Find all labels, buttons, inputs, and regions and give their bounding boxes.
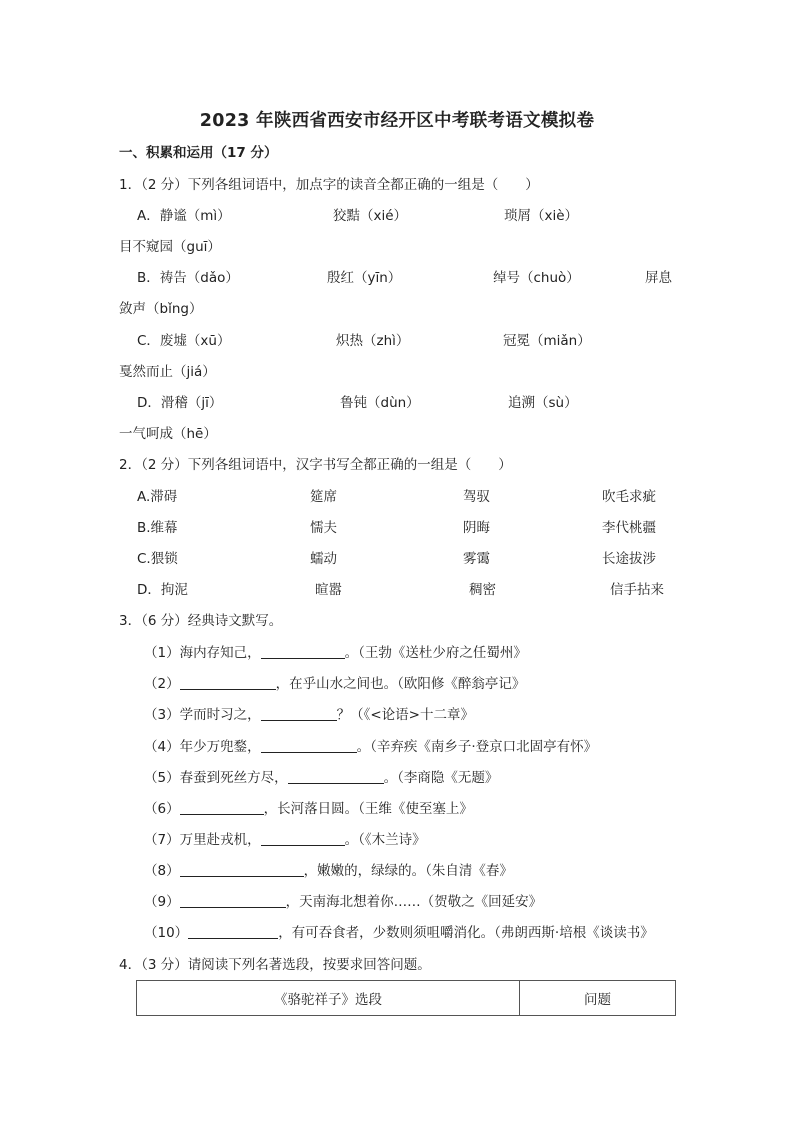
q1-option-d-1: D．滑稽（jī）	[137, 395, 223, 411]
q4-stem: 4．（3 分）请阅读下列名著选段，按要求回答问题。	[119, 957, 431, 973]
reading-table	[136, 980, 676, 1016]
q3-stem: 3．（6 分）经典诗文默写。	[119, 613, 283, 629]
q2-option-d-1: D．拘泥	[137, 582, 188, 598]
poem-line	[144, 830, 426, 850]
answer-blank[interactable]	[288, 769, 384, 784]
q2-option-a-2: 筵席	[310, 489, 337, 505]
poem-suffix: ，天南海北想着你……（贺敬之《回延安》	[285, 894, 543, 910]
poem-line	[144, 674, 525, 694]
q1-stem: 1．（2 分）下列各组词语中，加点字的读音全都正确的一组是（ ）	[119, 177, 539, 193]
answer-blank[interactable]	[180, 800, 264, 815]
q2-option-b-3: 阴晦	[463, 520, 490, 536]
q1-option-d-4: 一气呵成（hē）	[119, 426, 217, 442]
poem-suffix: ，在乎山水之间也。（欧阳修《醉翁亭记》	[275, 676, 526, 692]
q1-option-c-2: 炽热（zhì）	[336, 333, 410, 349]
poem-line	[144, 705, 474, 725]
q1-option-b-4: 屏息	[645, 270, 672, 286]
q1-option-b-1: B．祷告（dǎo）	[137, 270, 239, 286]
poem-line	[144, 923, 654, 943]
poem-prefix: （1）海内存知己，	[144, 645, 261, 661]
table-header-question: 问题	[520, 981, 676, 1016]
poem-prefix: （10）	[144, 925, 189, 941]
poem-suffix: ，嫩嫩的，绿绿的。（朱自清《春》	[303, 863, 513, 879]
poem-prefix: （7）万里赴戎机，	[144, 832, 261, 848]
answer-blank[interactable]	[188, 924, 278, 939]
poem-prefix: （6）	[144, 801, 180, 817]
q1-option-c-3: 冠冕（miǎn）	[503, 333, 591, 349]
q2-option-c-4: 长途拔涉	[602, 551, 656, 567]
poem-prefix: （5）春蚕到死丝方尽，	[144, 770, 288, 786]
q1-option-c-4: 戛然而止（jiá）	[119, 364, 216, 380]
poem-suffix: ，有可吞食者，少数则须咀嚼消化。（弗朗西斯·培根《谈读书》	[278, 925, 654, 941]
poem-suffix: 。（王勃《送杜少府之任蜀州》	[344, 645, 527, 661]
q1-option-c-1: C．废墟（xū）	[137, 333, 231, 349]
poem-suffix: 。（《木兰诗》	[344, 832, 426, 848]
poem-line	[144, 892, 542, 912]
poem-line	[144, 799, 473, 819]
table-header-row	[137, 981, 676, 1016]
q1-option-b-5: 敛声（bǐng）	[119, 301, 203, 317]
q2-option-c-3: 雾霭	[463, 551, 490, 567]
poem-prefix: （3）学而时习之，	[144, 707, 261, 723]
q2-stem: 2．（2 分）下列各组词语中，汉字书写全都正确的一组是（ ）	[119, 457, 512, 473]
answer-blank[interactable]	[261, 706, 337, 721]
q1-option-d-2: 鲁钝（dùn）	[340, 395, 420, 411]
answer-blank[interactable]	[180, 862, 304, 877]
poem-prefix: （2）	[144, 676, 180, 692]
q1-option-d-3: 追溯（sù）	[508, 395, 578, 411]
poem-suffix: 。（辛弃疾《南乡子·登京口北固亭有怀》	[356, 739, 598, 755]
q1-option-a-3: 琐屑（xiè）	[504, 208, 579, 224]
poem-suffix: 。（李商隐《无题》	[383, 770, 499, 786]
q1-option-b-3: 绰号（chuò）	[493, 270, 580, 286]
q2-option-c-1: C.猥锁	[137, 551, 178, 567]
answer-blank[interactable]	[261, 831, 345, 846]
q2-option-d-2: 暄嚣	[315, 582, 342, 598]
poem-line	[144, 768, 498, 788]
poem-prefix: （8）	[144, 863, 180, 879]
poem-suffix: ？（《<论语>十二章》	[336, 707, 474, 723]
q2-option-a-1: A.滞碍	[137, 489, 178, 505]
q2-option-b-1: B.维幕	[137, 520, 178, 536]
document-title: 2023 年陕西省西安市经开区中考联考语文模拟卷	[199, 111, 595, 131]
poem-line	[144, 737, 597, 757]
answer-blank[interactable]	[180, 675, 276, 690]
q1-option-a-2: 狡黠（xié）	[333, 208, 408, 224]
poem-prefix: （4）年少万兜鍪，	[144, 739, 261, 755]
poem-prefix: （9）	[144, 894, 180, 910]
answer-blank[interactable]	[180, 893, 286, 908]
q2-option-b-2: 懦夫	[310, 520, 337, 536]
answer-blank[interactable]	[261, 644, 345, 659]
answer-blank[interactable]	[261, 738, 357, 753]
q2-option-b-4: 李代桃疆	[602, 520, 656, 536]
q2-option-d-4: 信手拈来	[610, 582, 664, 598]
q1-option-b-2: 殷红（yīn）	[327, 270, 402, 286]
q2-option-c-2: 蠕动	[310, 551, 337, 567]
poem-line	[144, 861, 513, 881]
table-header-excerpt: 《骆驼祥子》选段	[137, 981, 520, 1016]
q2-option-a-4: 吹毛求疵	[602, 489, 656, 505]
q1-option-a-1: A．静谧（mì）	[137, 208, 231, 224]
poem-line	[144, 643, 527, 663]
q2-option-a-3: 驾驭	[463, 489, 490, 505]
q2-option-d-3: 稠密	[469, 582, 496, 598]
section-heading: 一、积累和运用（17 分）	[119, 145, 278, 161]
q1-option-a-4: 目不窥园（guī）	[119, 239, 221, 255]
poem-suffix: ，长河落日圆。（王维《使至塞上》	[263, 801, 473, 817]
